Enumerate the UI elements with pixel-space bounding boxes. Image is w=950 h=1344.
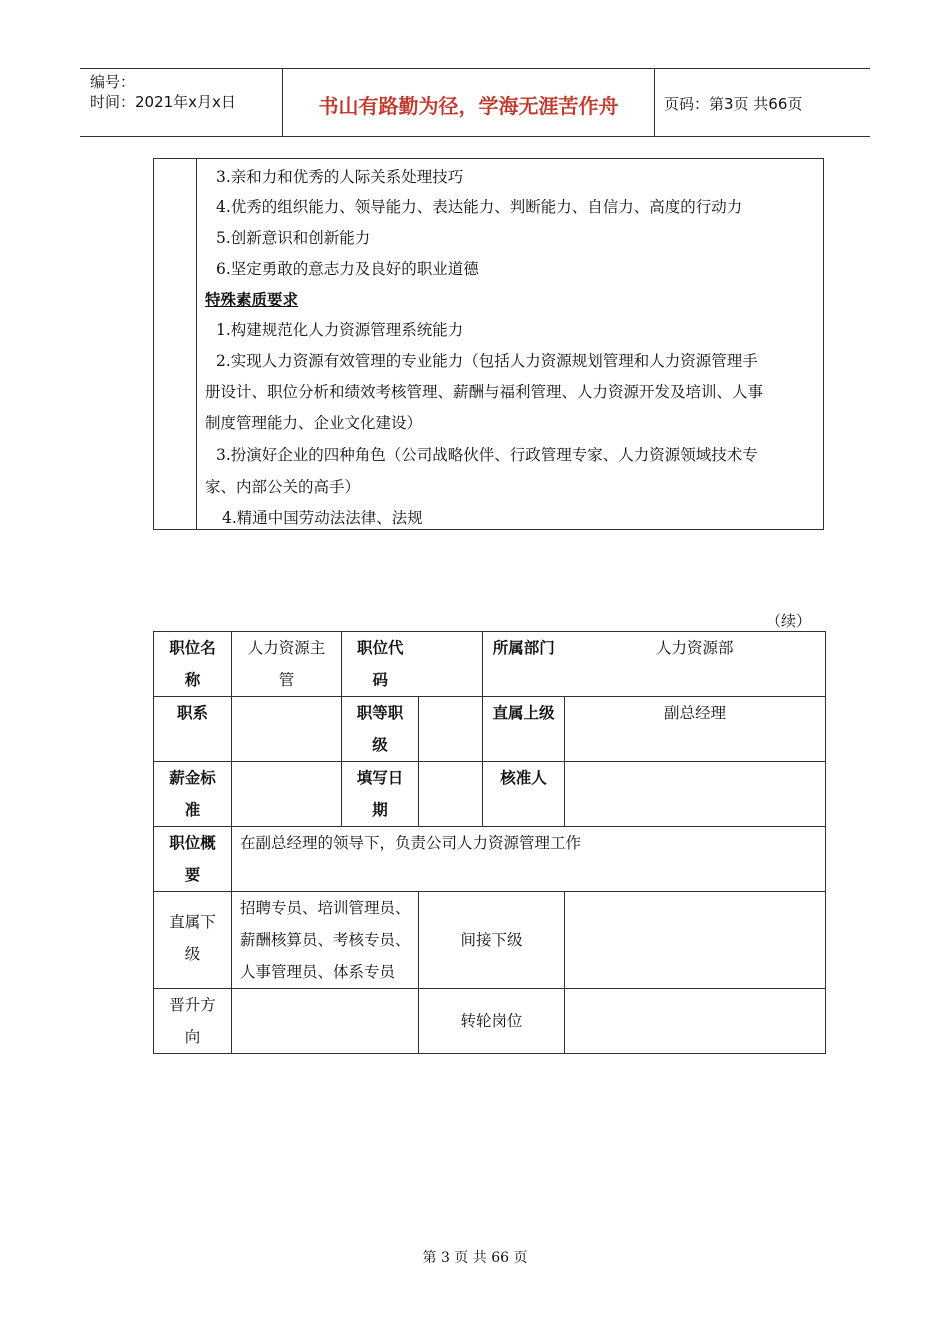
- special-heading: 特殊素质要求: [205, 290, 299, 309]
- indirect-label: 间接下级: [419, 892, 565, 989]
- special-line: 4.精通中国劳动法法律、法规: [222, 509, 423, 527]
- quality-item: 4.优秀的组织能力、领导能力、表达能力、判断能力、自信力、高度的行动力: [216, 198, 743, 216]
- header-meta: [90, 72, 236, 112]
- qualities-box-divider: [196, 159, 197, 529]
- code-label: 职位代 码: [342, 632, 419, 697]
- header-page-info: 页码：第3页 共66页: [664, 95, 803, 113]
- header-motto: 书山有路勤为径，学海无涯苦作舟: [318, 94, 619, 118]
- series-value: [232, 697, 342, 762]
- summary-label: 职位概 要: [154, 827, 232, 892]
- fill-date-value: [419, 762, 483, 827]
- special-line: 2.实现人力资源有效管理的专业能力（包括人力资源规划管理和人力资源管理手: [216, 352, 758, 370]
- subordinate-label: 直属下 级: [154, 892, 232, 989]
- code-value: [419, 632, 483, 697]
- number-label: 编号：: [90, 73, 136, 91]
- promotion-label: 晋升方 向: [154, 989, 232, 1054]
- superior-value: 副总经理: [565, 697, 826, 762]
- qualities-box: [153, 158, 824, 530]
- approver-value: [565, 762, 826, 827]
- special-line: 3.扮演好企业的四种角色（公司战略伙伴、行政管理专家、人力资源领域技术专: [216, 446, 758, 464]
- dept-label: 所属部门: [483, 632, 565, 697]
- grade-value: [419, 697, 483, 762]
- quality-item: 3.亲和力和优秀的人际关系处理技巧: [216, 168, 464, 186]
- special-line: 制度管理能力、企业文化建设）: [205, 414, 423, 432]
- date-label: 时间：2021年x月x日: [90, 93, 236, 111]
- rotation-value: [565, 989, 826, 1054]
- quality-item: 5.创新意识和创新能力: [216, 229, 371, 247]
- special-line: 家、内部公关的高手）: [205, 478, 361, 496]
- header-divider-2: [654, 68, 655, 136]
- dept-value: 人力资源部: [565, 632, 826, 697]
- series-label: 职系: [154, 697, 232, 762]
- grade-label: 职等职 级: [342, 697, 419, 762]
- page-footer: 第 3 页 共 66 页: [422, 1250, 528, 1266]
- subordinate-value: 招聘专员、培训管理员、 薪酬核算员、考核专员、 人事管理员、体系专员: [232, 892, 419, 989]
- salary-label: 薪金标 准: [154, 762, 232, 827]
- special-line: 1.构建规范化人力资源管理系统能力: [216, 321, 464, 339]
- approver-label: 核准人: [483, 762, 565, 827]
- header-bottom-rule: [80, 136, 870, 137]
- position-table: [153, 631, 826, 1054]
- rotation-label: 转轮岗位: [419, 989, 565, 1054]
- title-label: 职位名 称: [154, 632, 232, 697]
- continued-label: （续）: [766, 612, 812, 630]
- indirect-value: [565, 892, 826, 989]
- salary-value: [232, 762, 342, 827]
- title-value: 人力资源主 管: [232, 632, 342, 697]
- summary-value: 在副总经理的领导下，负责公司人力资源管理工作: [232, 827, 826, 892]
- special-line: 册设计、职位分析和绩效考核管理、薪酬与福利管理、人力资源开发及培训、人事: [205, 383, 764, 401]
- superior-label: 直属上级: [483, 697, 565, 762]
- promotion-value: [232, 989, 419, 1054]
- fill-date-label: 填写日 期: [342, 762, 419, 827]
- header-top-rule: [80, 68, 870, 69]
- quality-item: 6.坚定勇敢的意志力及良好的职业道德: [216, 260, 479, 278]
